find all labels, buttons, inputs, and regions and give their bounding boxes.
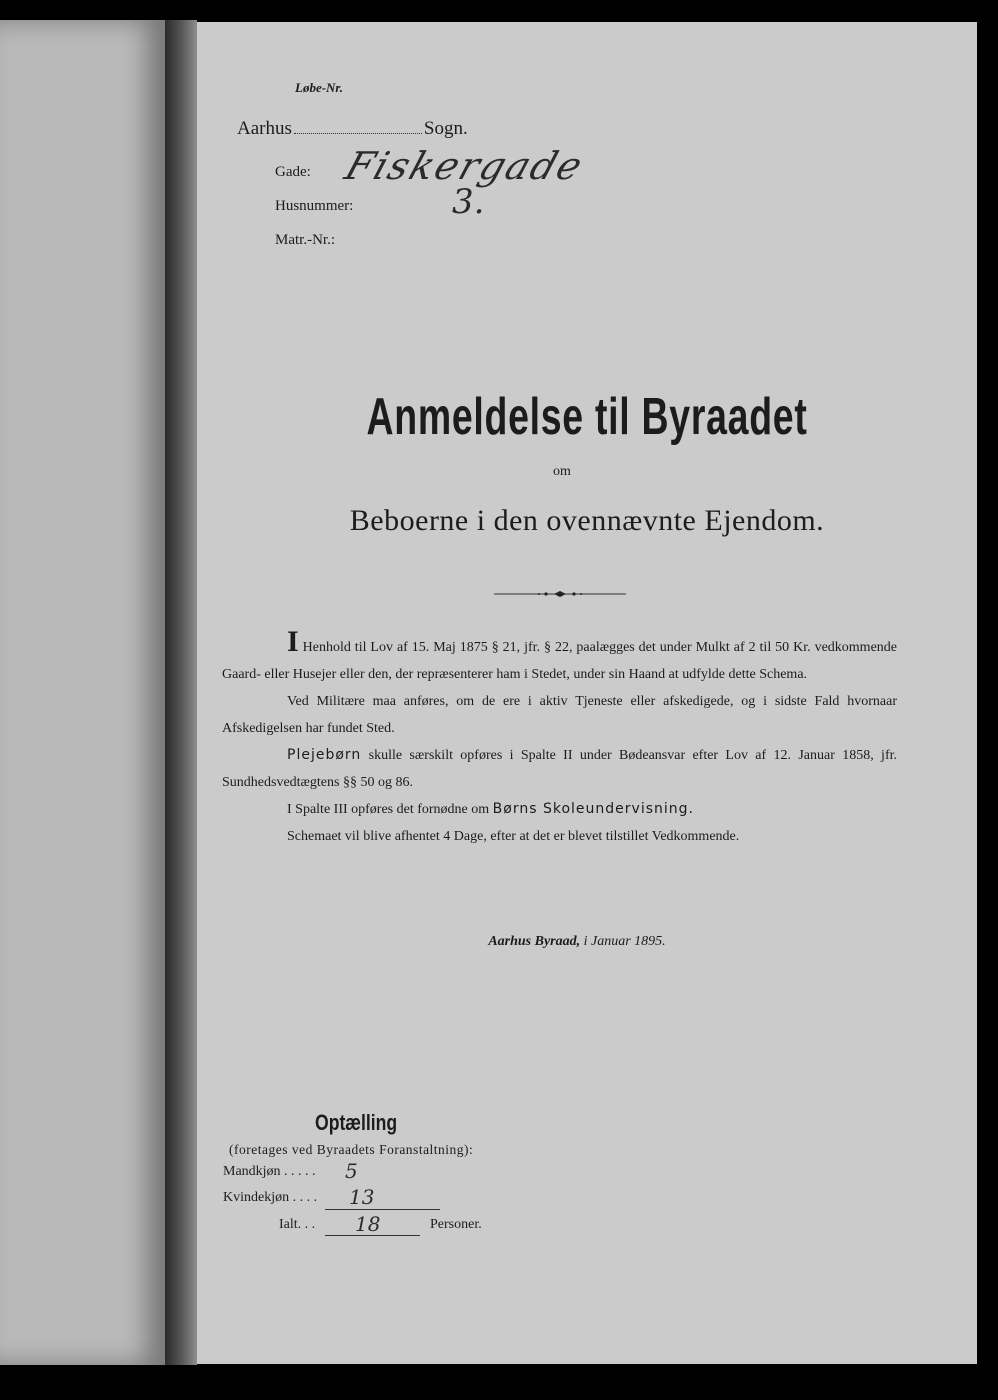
- instructions-text: [222, 625, 897, 850]
- plejeborn-emphasis: Plejebørn: [287, 747, 362, 763]
- husnummer-handwritten-value: 3.: [452, 182, 485, 222]
- sogn-line: [237, 118, 468, 140]
- total-rule: [325, 1235, 420, 1236]
- gade-handwritten-value: Fiskergade: [339, 144, 590, 188]
- sogn-dotted-line: [294, 133, 422, 134]
- instruction-text-1: Henhold til Lov af 15. Maj 1875 § 21, jfr. § 22, paalægges det under Mulkt af 2 til 50 Kr. vedkommende Gaard- eller Husejer eller den, der repræsenterer ham i Stedet, under sin Haand at udfylde dette Schema.: [222, 640, 897, 682]
- kvindekjon-label: Kvindekjøn . . . .: [223, 1190, 318, 1205]
- ialt-label: Ialt. . .: [279, 1217, 316, 1232]
- left-facing-page: [0, 20, 165, 1365]
- loebe-nr-label: Løbe-Nr.: [295, 80, 344, 95]
- instruction-text-3: skulle særskilt opføres i Spalte II under Bødeansvar efter Lov af 12. Januar 1858, jfr. Sundhedsvedtægtens §§ 50 og 86.: [222, 748, 897, 790]
- book-gutter: [165, 20, 197, 1365]
- matr-nr-label: Matr.-Nr.:: [275, 232, 335, 248]
- instruction-paragraph-1: [222, 625, 897, 688]
- instruction-text-4: I Spalte III opføres det fornødne om: [287, 802, 493, 817]
- mandkjon-label: Mandkjøn . . . . .: [223, 1164, 316, 1179]
- document-subtitle: Beboerne i den ovennævnte Ejendom.: [349, 504, 825, 537]
- signature-line: [197, 934, 957, 950]
- instruction-paragraph-2: Ved Militære maa anføres, om de ere i aktiv Tjeneste eller afskedigede, og i sidste Fald hvornaar Afskedigelsen har fundet Sted.: [222, 694, 897, 736]
- instruction-paragraph-3: [222, 742, 897, 796]
- signature-name: Aarhus Byraad,: [488, 934, 581, 949]
- husnummer-label: Husnummer:: [275, 198, 354, 214]
- sum-rule: [325, 1209, 440, 1210]
- document-page: [197, 22, 977, 1364]
- signature-date: i Januar 1895.: [580, 934, 666, 949]
- mandkjon-value: 5: [345, 1159, 358, 1183]
- gade-label: Gade:: [275, 164, 311, 180]
- kvindekjon-value: 13: [349, 1185, 375, 1209]
- count-subtitle: (foretages ved Byraadets Foranstaltning):: [229, 1142, 474, 1157]
- ornament-divider: [494, 590, 626, 598]
- instruction-paragraph-5: Schemaet vil blive afhentet 4 Dage, efter at det er blevet tilstillet Vedkommende.: [287, 829, 740, 844]
- instruction-paragraph-4: [222, 796, 897, 823]
- personer-label: Personer.: [430, 1217, 482, 1232]
- ialt-value: 18: [355, 1212, 381, 1236]
- sogn-label: Sogn.: [423, 118, 468, 139]
- document-title: Anmeldelse til Byraadet: [366, 388, 808, 446]
- city-label: Aarhus: [237, 118, 292, 139]
- title-connector: om: [553, 464, 571, 479]
- count-title: Optælling: [315, 1110, 398, 1135]
- drop-initial: I: [287, 625, 299, 658]
- skoleundervisning-emphasis: Børns Skoleundervisning.: [492, 801, 694, 817]
